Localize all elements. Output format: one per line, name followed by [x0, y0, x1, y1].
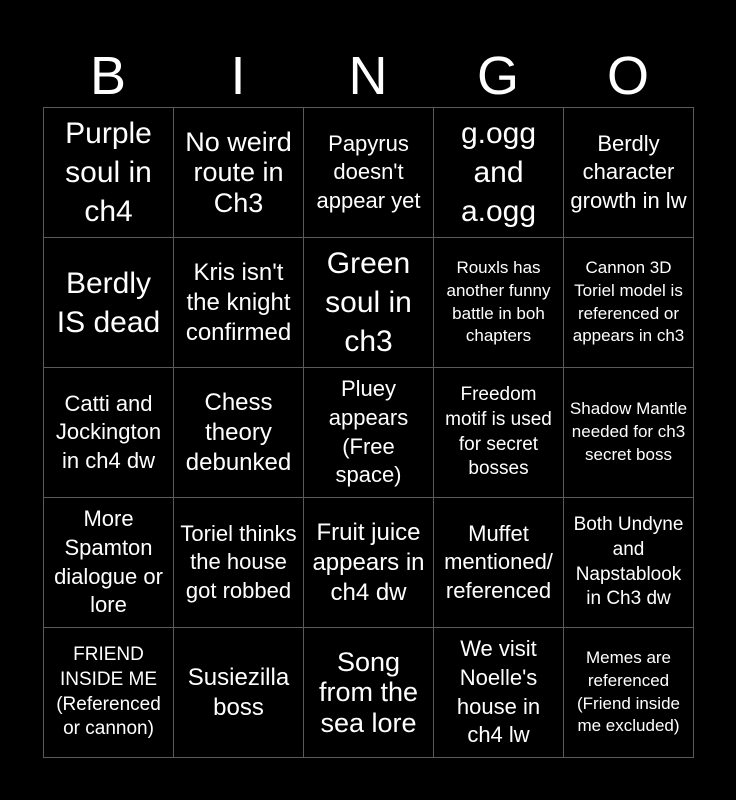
header-letter-n: N: [348, 46, 388, 106]
cell-text: Freedom motif is used for secret bosses: [445, 384, 552, 480]
cell-text: Memes are referenced (Friend inside me excluded): [577, 647, 680, 736]
cell-text: More Spamton dialogue or lore: [54, 506, 163, 618]
cell-text: Berdly IS dead: [56, 266, 161, 339]
bingo-cell[interactable]: [434, 108, 564, 238]
bingo-cell[interactable]: [304, 628, 434, 758]
bingo-cell[interactable]: [304, 498, 434, 628]
bingo-grid: [43, 107, 694, 758]
bingo-cell[interactable]: [174, 368, 304, 498]
cell-text: Chess theory debunked: [185, 388, 292, 476]
cell-text: Muffet mentioned/ referenced: [444, 520, 553, 603]
bingo-cell[interactable]: [304, 238, 434, 368]
cell-text: FRIEND INSIDE ME (Referenced or cannon): [56, 644, 161, 740]
header-letter-i: I: [230, 46, 246, 106]
cell-text: Catti and Jockington in ch4 dw: [55, 390, 162, 473]
bingo-cell[interactable]: [174, 238, 304, 368]
bingo-cell[interactable]: [44, 238, 174, 368]
cell-text: Pluey appears (Free space): [328, 376, 409, 488]
bingo-cell[interactable]: [304, 368, 434, 498]
bingo-cell[interactable]: [564, 628, 694, 758]
bingo-cell[interactable]: [434, 368, 564, 498]
cell-text: Green soul in ch3: [325, 247, 412, 358]
bingo-cell[interactable]: [564, 368, 694, 498]
bingo-cell[interactable]: [564, 238, 694, 368]
cell-text: Both Undyne and Napstablook in Ch3 dw: [573, 514, 684, 610]
bingo-cell[interactable]: [434, 628, 564, 758]
bingo-cell[interactable]: [434, 498, 564, 628]
bingo-cell[interactable]: [174, 108, 304, 238]
bingo-cell[interactable]: [44, 108, 174, 238]
cell-text: Toriel thinks the house got robbed: [180, 520, 297, 603]
bingo-cell[interactable]: [434, 238, 564, 368]
header-letter-b: B: [89, 46, 127, 106]
cell-text: Fruit juice appears in ch4 dw: [312, 518, 425, 606]
cell-text: Kris isn't the knight confirmed: [185, 258, 292, 346]
cell-text: Shadow Mantle needed for ch3 secret boss: [569, 399, 688, 464]
bingo-cell[interactable]: [174, 498, 304, 628]
cell-text: No weird route in Ch3: [185, 126, 292, 218]
header-letter-o: O: [606, 46, 649, 106]
bingo-cell[interactable]: [174, 628, 304, 758]
cell-text: Cannon 3D Toriel model is referenced or appears in ch3: [572, 257, 685, 346]
cell-text: Papyrus doesn't appear yet: [316, 130, 421, 213]
bingo-cell[interactable]: [44, 498, 174, 628]
bingo-cell[interactable]: [304, 108, 434, 238]
bingo-cell[interactable]: [564, 498, 694, 628]
bingo-cell[interactable]: [44, 368, 174, 498]
header-letter-g: G: [476, 46, 519, 106]
bingo-header: [43, 44, 693, 108]
cell-text: Song from the sea lore: [318, 646, 419, 738]
bingo-cell[interactable]: [44, 628, 174, 758]
cell-text: We visit Noelle's house in ch4 lw: [456, 636, 541, 748]
cell-text: Susiezilla boss: [187, 663, 290, 721]
cell-text: Berdly character growth in lw: [570, 130, 687, 213]
bingo-cell[interactable]: [564, 108, 694, 238]
cell-text: Purple soul in ch4: [65, 117, 152, 228]
cell-text: g.ogg and a.ogg: [460, 117, 537, 228]
cell-text: Rouxls has another funny battle in boh chapters: [446, 257, 551, 346]
